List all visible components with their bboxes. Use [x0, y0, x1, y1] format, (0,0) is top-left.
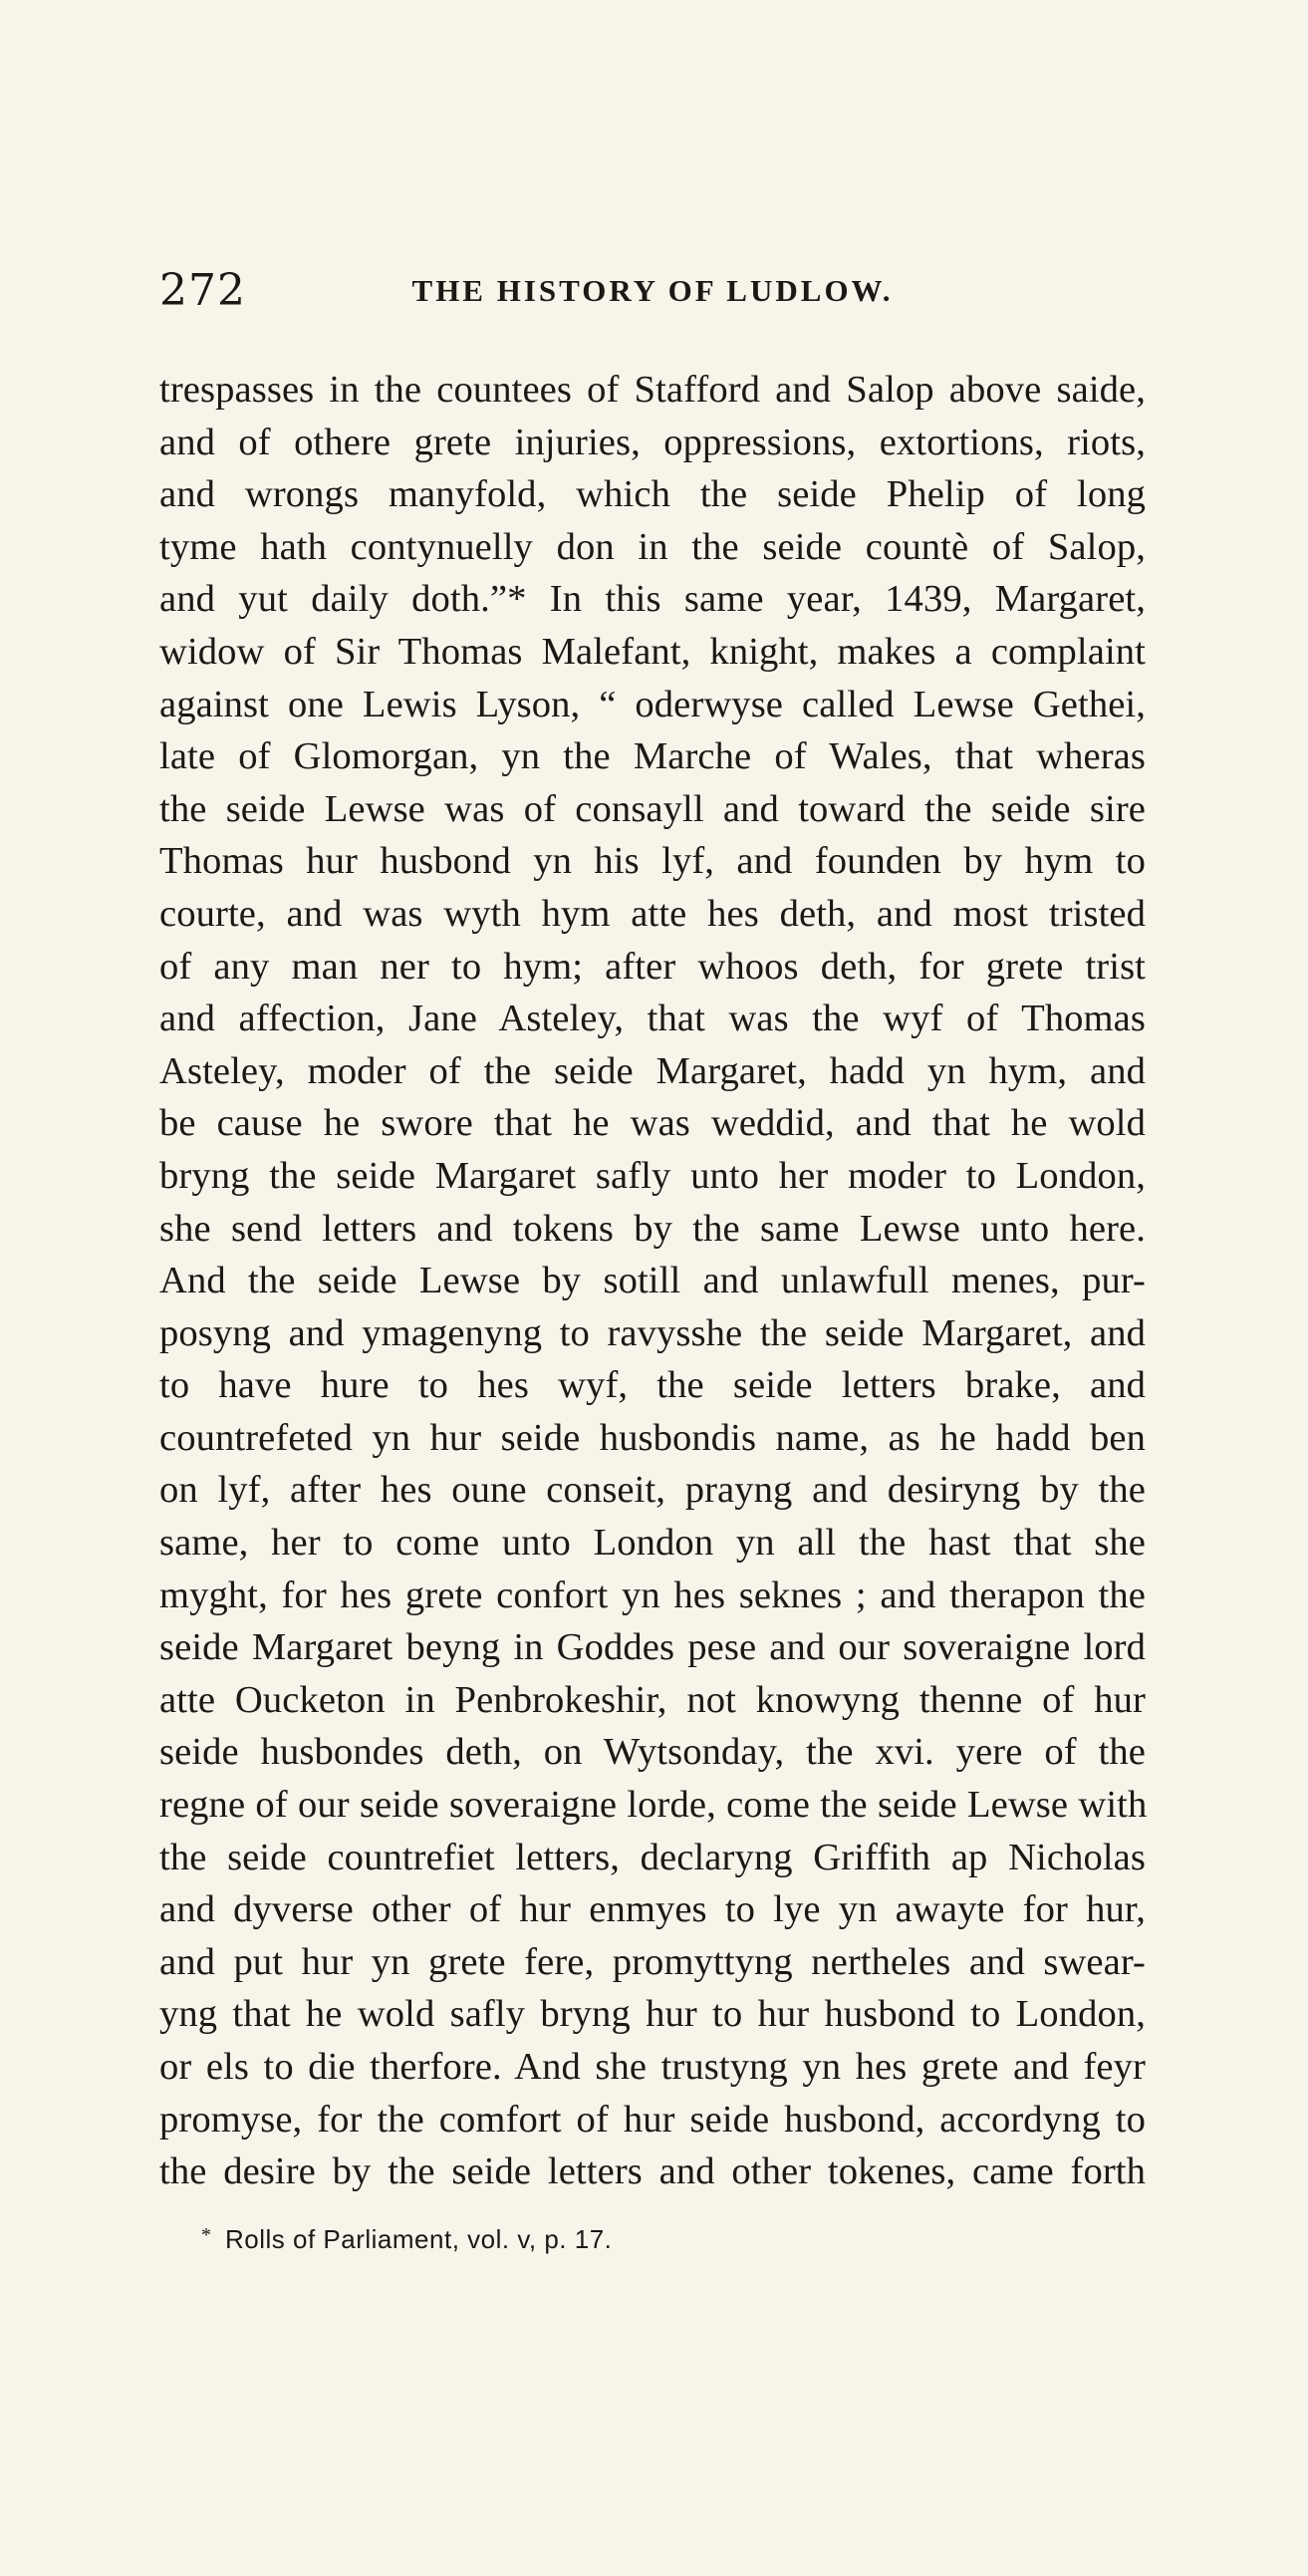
text-line: or els to die therfore. And she trustyng yn hes grete and feyr	[159, 2046, 1146, 2088]
running-head	[159, 261, 1146, 321]
footnote	[201, 2221, 1098, 2257]
text-line: Asteley, moder of the seide Margaret, hadd yn hym, and	[159, 1049, 1146, 1092]
text-line: and affection, Jane Asteley, that was the wyf of Thomas	[159, 998, 1146, 1040]
text-line: bryng the seide Margaret safly unto her moder to London,	[159, 1154, 1146, 1197]
text-line: countrefeted yn hur seide husbondis name, as he hadd ben	[159, 1416, 1146, 1459]
footnote-marker: *	[201, 2224, 212, 2246]
text-line: late of Glomorgan, yn the Marche of Wales, that wheras	[159, 735, 1146, 778]
text-line: seide husbondes deth, on Wytsonday, the xvi. yere of the	[159, 1731, 1146, 1774]
text-line: Thomas hur husbond yn his lyf, and founden by hym to	[159, 840, 1146, 883]
text-line: myght, for hes grete confort yn hes seknes ; and therapon the	[159, 1574, 1146, 1616]
text-line: to have hure to hes wyf, the seide letters brake, and	[159, 1364, 1146, 1407]
text-line: courte, and was wyth hym atte hes deth, and most tristed	[159, 892, 1146, 935]
text-line: and yut daily doth.”* In this same year, 1439, Margaret,	[159, 578, 1146, 621]
text-line: of any man ner to hym; after whoos deth, for grete trist	[159, 945, 1146, 988]
footnote-text: Rolls of Parliament, vol. v, p. 17.	[225, 2224, 613, 2254]
text-line: the seide Lewse was of consayll and toward the seide sire	[159, 787, 1146, 830]
text-line: trespasses in the countees of Stafford and Salop above saide,	[159, 369, 1146, 411]
text-line: and wrongs manyfold, which the seide Phelip of long	[159, 473, 1146, 516]
text-line: And the seide Lewse by sotill and unlawfull menes, pur-	[159, 1260, 1146, 1302]
text-line: be cause he swore that he was weddid, and that he wold	[159, 1102, 1146, 1145]
text-line: and put hur yn grete fere, promyttyng nertheles and swear-	[159, 1940, 1146, 1983]
text-line: atte Oucketon in Penbrokeshir, not knowyng thenne of hur	[159, 1678, 1146, 1721]
text-line: tyme hath contynuelly don in the seide countè of Salop,	[159, 525, 1146, 568]
text-line: widow of Sir Thomas Malefant, knight, makes a complaint	[159, 630, 1146, 673]
text-line: the seide countrefiet letters, declaryng Griffith ap Nicholas	[159, 1836, 1146, 1878]
text-line: and of othere grete injuries, oppressions, extortions, riots,	[159, 421, 1146, 463]
body-text	[159, 364, 1146, 2198]
text-line: against one Lewis Lyson, “ oderwyse called Lewse Gethei,	[159, 683, 1146, 725]
text-line: same, her to come unto London yn all the hast that she	[159, 1522, 1146, 1565]
text-line: regne of our seide soveraigne lorde, come the seide Lewse with	[159, 1784, 1148, 1827]
text-line: promyse, for the comfort of hur seide husbond, accordyng to	[159, 2098, 1146, 2141]
text-line: on lyf, after hes oune conseit, prayng and desiryng by the	[159, 1469, 1146, 1512]
running-title: THE HISTORY OF LUDLOW.	[411, 273, 894, 308]
text-line: the desire by the seide letters and other tokenes, came forth	[159, 2150, 1146, 2193]
text-line: yng that he wold safly bryng hur to hur husbond to London,	[159, 1993, 1146, 2036]
text-line: and dyverse other of hur enmyes to lye yn awayte for hur,	[159, 1888, 1146, 1931]
text-line: she send letters and tokens by the same Lewse unto here.	[159, 1207, 1146, 1250]
text-line: seide Margaret beyng in Goddes pese and our soveraigne lord	[159, 1626, 1146, 1669]
page-number: 272	[159, 265, 246, 316]
text-line: posyng and ymagenyng to ravysshe the seide Margaret, and	[159, 1311, 1146, 1354]
